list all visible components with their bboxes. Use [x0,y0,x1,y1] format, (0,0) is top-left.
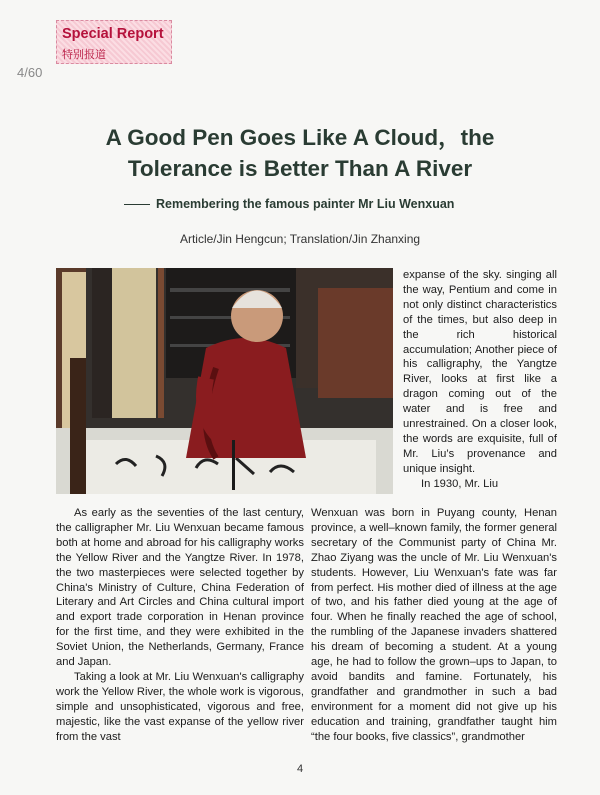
page-number: 4 [296,763,304,775]
article-title [60,122,540,184]
page-indicator: 4/60 [17,65,43,80]
paragraph: Wenxuan was born in Puyang county, Henan province, a well–known family, the former general secretary of the Communist party of China Mr. Zhao Ziyang was the uncle of Mr. Liu Wenxuan's students. However, Liu Wenxuan's fate was far from perfect. His mother died of illness at the age of two, and his father died young at the age of four. When he finally reached the age of school, the rumbling of the Japanese invaders shattered his dream of becoming a student. At a young age, he had to follow the grown–ups to Japan, to avoid bandits and famine. Fortunately, his grandfather and grandmother in such a bad environment for a moment did not give up his education and training, grandfather taught him “the four books, five classics”, grandmother [311,507,557,743]
article-title-line-1: A Good Pen Goes Like A Cloud，the [105,125,495,150]
painter-photo [56,268,393,494]
paragraph: expanse of the sky. singing all the way, Pentium and come in not only distinct characteristics of the times, but also deep in the rich historical accumulation; Another piece of his calligraphy, the Yangtze River, looks at first like a dragon coming out of the water and is free and unrestrained. On a closer look, the words are exquisite, full of Mr. Liu’s provenance and unique insight. [403,269,557,475]
text-column-right [311,506,557,745]
section-label: Special Report [62,26,164,42]
paragraph: In 1930, Mr. Liu [421,477,499,490]
subtitle-dash [124,204,150,205]
article-byline: Article/Jin Hengcun; Translation/Jin Zhanxing [179,232,421,246]
text-column-left [56,506,304,745]
article-subtitle [124,197,454,211]
paragraph: As early as the seventies of the last century, the calligrapher Mr. Liu Wenxuan became famous both at home and abroad for his calligraphy works the Yellow River and the Yangtze River. In 1978, the two masterpieces were selected together by China's Ministry of Culture, China Federation of Literary and Art Circles and China cultural import and export trade corporation in Henan province for the first time, and they were exhibited in the Soviet Union, the Netherlands, Germany, France and Japan. [56,507,304,669]
section-label-chinese: 特别报道 [62,49,106,61]
paragraph: Taking a look at Mr. Liu Wenxuan's calligraphy work the Yellow River, the whole work is vigorous, simple and unsophisticated, vigorous and free, majestic, like the vast expanse of the yellow river from the vast [56,670,304,743]
text-column-beside-photo [403,268,557,492]
article-title-line-2: Tolerance is Better Than A River [127,156,473,181]
section-badge [56,20,172,64]
subtitle-text: Remembering the famous painter Mr Liu Wenxuan [156,197,455,211]
